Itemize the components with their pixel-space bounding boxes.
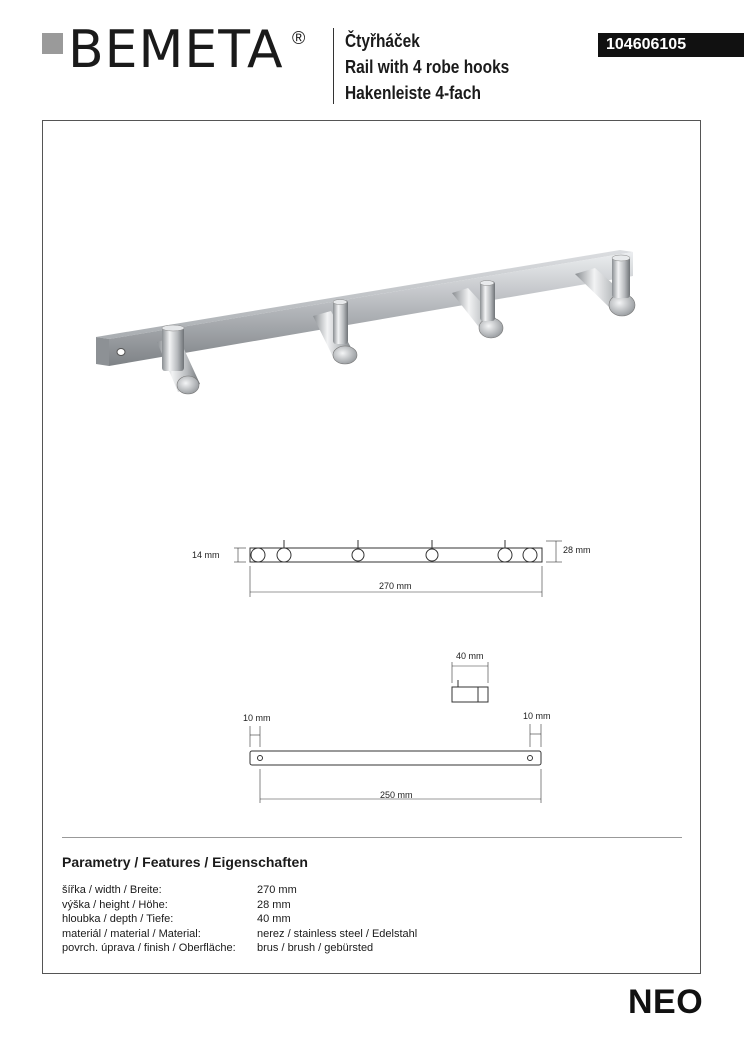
registered-mark: ®: [292, 28, 306, 48]
series-name: NEO: [628, 983, 704, 1021]
spec-value: 270 mm: [257, 884, 297, 896]
spec-row: [62, 898, 417, 913]
spec-value: 40 mm: [257, 913, 291, 925]
rail-face: [109, 252, 633, 366]
side-view: [452, 662, 488, 702]
spec-key: výška / height / Höhe:: [62, 898, 168, 911]
spec-row: [62, 927, 417, 942]
title-de: Hakenleiste 4-fach: [345, 83, 481, 103]
spec-key: materiál / material / Material:: [62, 927, 201, 940]
dim-offset-right: 10 mm: [523, 711, 551, 721]
title-cz: Čtyřháček: [345, 31, 420, 51]
spec-key: hloubka / depth / Tiefe:: [62, 913, 174, 925]
product-code: 104606105: [598, 33, 744, 57]
features-title: Parametry / Features / Eigenschaften: [62, 854, 308, 870]
dim-total-width: 270 mm: [379, 581, 412, 591]
logo-text: BEMETA: [68, 20, 284, 80]
spec-table: [62, 883, 417, 956]
dim-offset-left: 10 mm: [243, 713, 271, 723]
spec-key: šířka / width / Breite:: [62, 884, 162, 896]
spec-value: nerez / stainless steel / Edelstahl: [257, 927, 418, 940]
spec-row: [62, 883, 417, 898]
section-divider: [62, 837, 682, 838]
spec-row: [62, 912, 417, 927]
product-render: [96, 250, 635, 394]
dim-height-right: 28 mm: [563, 545, 591, 555]
rail-mount-hole: [117, 349, 125, 356]
dim-hole-spacing: 250 mm: [380, 790, 413, 800]
dim-depth: 40 mm: [456, 651, 484, 661]
spec-row: [62, 941, 417, 956]
spec-value: brus / brush / gebürsted: [257, 942, 374, 954]
rail-front-face: [96, 337, 109, 366]
spec-key: povrch. úprava / finish / Oberfläche:: [62, 942, 236, 954]
title-en: Rail with 4 robe hooks: [345, 57, 510, 77]
spec-value: 28 mm: [257, 898, 291, 911]
dim-height-left: 14 mm: [192, 550, 220, 560]
